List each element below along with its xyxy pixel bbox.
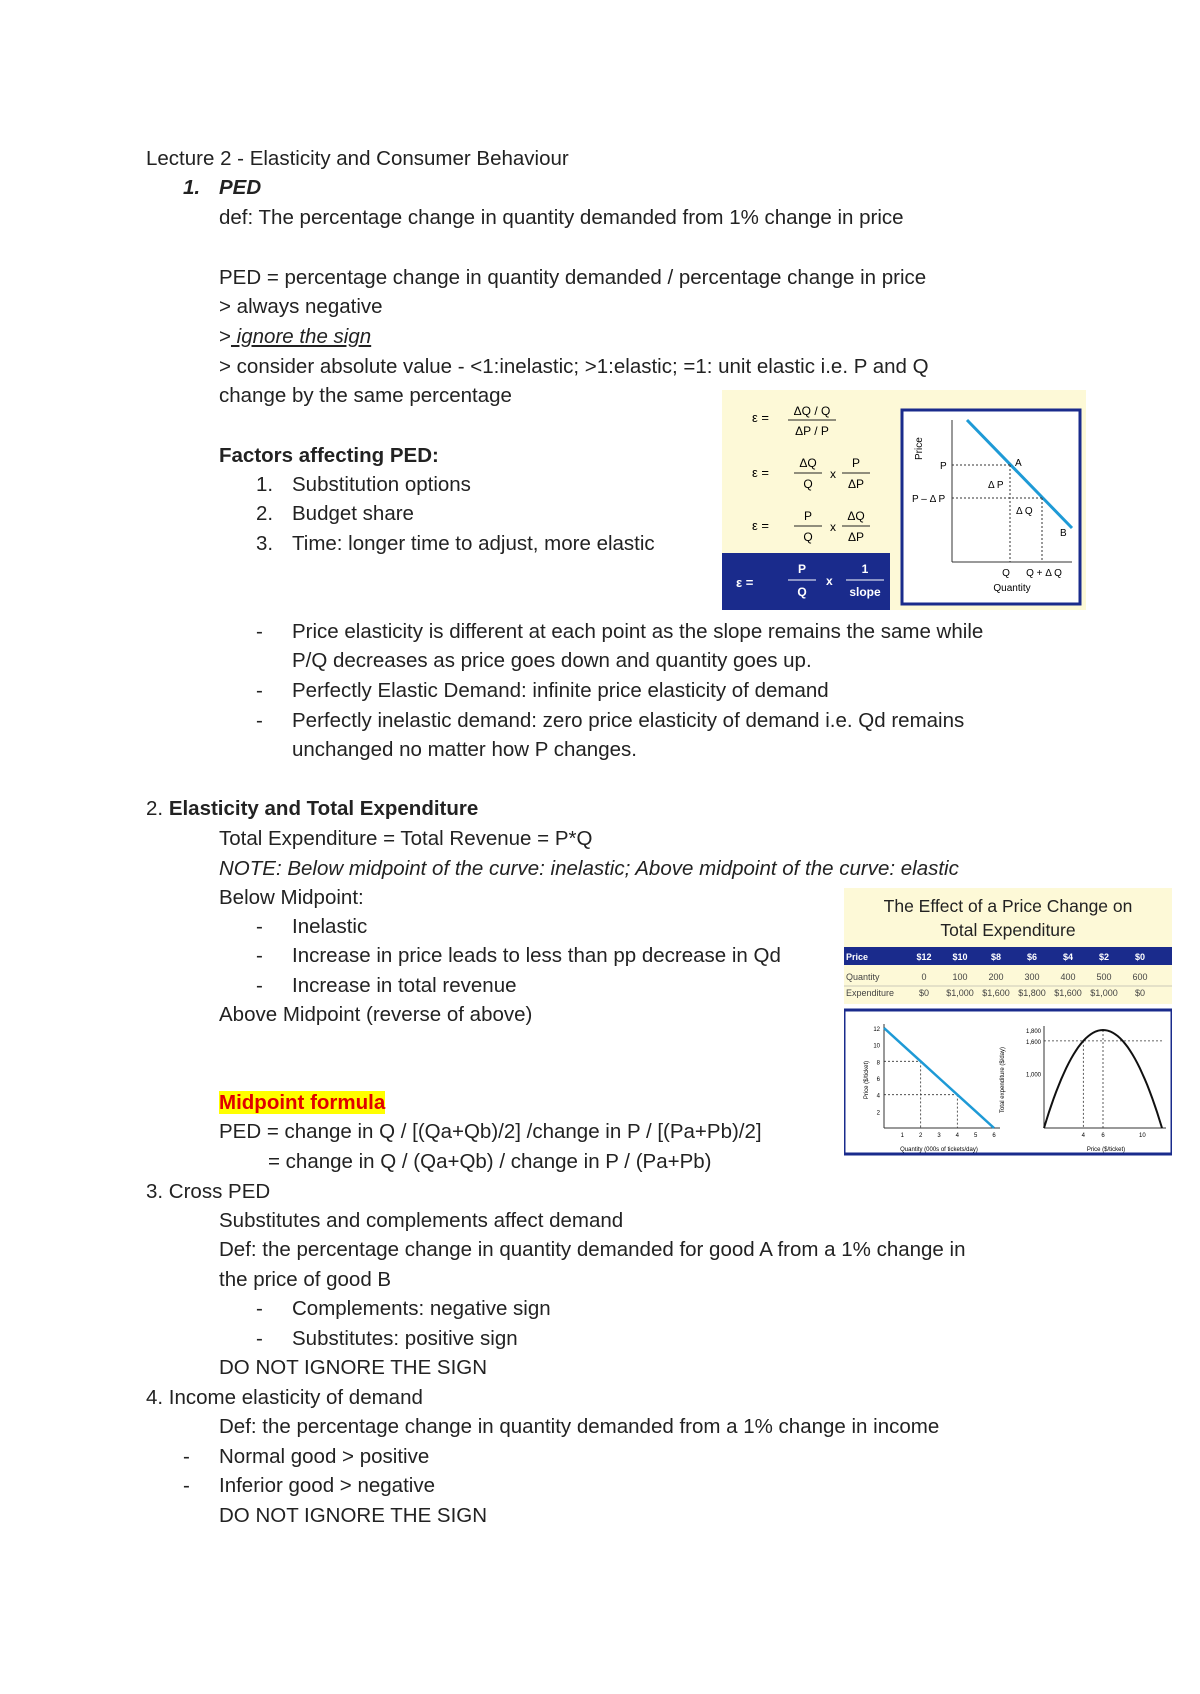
table-cell: 500 bbox=[1096, 972, 1112, 982]
cross-ped-warning: DO NOT IGNORE THE SIGN bbox=[219, 1356, 488, 1379]
bullet-dash: - bbox=[256, 1327, 263, 1350]
table-cell: $4 bbox=[1062, 952, 1074, 962]
factor-num-1: 1. bbox=[256, 473, 274, 496]
left-x-tick: 4 bbox=[955, 1133, 960, 1139]
bullet-dash: - bbox=[256, 915, 263, 938]
left-y-tick: 8 bbox=[876, 1060, 880, 1067]
income-elasticity-def: Def: the percentage change in quantity demanded from a 1% change in income bbox=[219, 1415, 940, 1438]
dp-denominator: ΔP bbox=[847, 477, 865, 491]
left-x-tick: 1 bbox=[900, 1133, 905, 1139]
dq-numerator: ΔQ bbox=[799, 456, 817, 470]
left-x-tick: 5 bbox=[973, 1133, 978, 1139]
ped-point-absolute-2: change by the same percentage bbox=[219, 384, 512, 407]
ped-point-absolute-1: > consider absolute value - <1:inelastic; >1:elastic; =1: unit elastic i.e. P and Q bbox=[219, 355, 929, 378]
q2-tick: Q + Δ Q bbox=[1026, 568, 1062, 579]
q1-tick: Q bbox=[1002, 568, 1010, 579]
below-item-3: Increase in total revenue bbox=[292, 974, 517, 997]
eps-label: ε = bbox=[752, 410, 769, 425]
charts-frame bbox=[844, 1010, 1172, 1154]
point-p-minus-dp-label: P – Δ P bbox=[912, 494, 946, 505]
left-y-tick: 2 bbox=[876, 1110, 880, 1117]
table-cell: $1,000 bbox=[946, 988, 974, 998]
ped-point-negative: > always negative bbox=[219, 295, 383, 318]
table-cell: $1,600 bbox=[1054, 988, 1082, 998]
delta-q-label: Δ Q bbox=[1016, 506, 1033, 517]
price-axis-label: Price bbox=[914, 437, 925, 460]
p-numerator: P bbox=[851, 456, 861, 470]
right-x-label: Price ($/ticket) bbox=[1086, 1147, 1126, 1153]
bullet-dash: - bbox=[256, 620, 263, 643]
table-row-label: Price bbox=[846, 952, 869, 962]
dq-numerator: ΔQ bbox=[847, 509, 865, 523]
left-y-tick: 12 bbox=[873, 1027, 880, 1033]
ped-point-gt: > bbox=[219, 325, 231, 348]
table-cell: $8 bbox=[990, 952, 1002, 962]
table-cell: 200 bbox=[988, 972, 1004, 982]
substitutes-item: Substitutes: positive sign bbox=[292, 1327, 518, 1350]
table-cell: $1,000 bbox=[1090, 988, 1118, 998]
times-sign: x bbox=[826, 574, 833, 588]
inferior-good-item: Inferior good > negative bbox=[219, 1474, 435, 1497]
left-x-tick: 3 bbox=[937, 1133, 941, 1139]
bullet-perfectly-inelastic-1: Perfectly inelastic demand: zero price elasticity of demand i.e. Qd remains bbox=[292, 709, 965, 732]
total-expenditure-formula: Total Expenditure = Total Revenue = P*Q bbox=[219, 827, 593, 850]
section4-heading: 4. Income elasticity of demand bbox=[146, 1386, 423, 1409]
q-denominator: Q bbox=[803, 477, 813, 491]
total-expenditure-figure bbox=[844, 888, 1172, 1156]
right-y-tick: 1,000 bbox=[1025, 1072, 1041, 1079]
table-cell: 300 bbox=[1024, 972, 1040, 982]
p-numerator: P bbox=[797, 562, 807, 576]
bullet-perfectly-inelastic-2: unchanged no matter how P changes. bbox=[292, 738, 637, 761]
bullet-dash: - bbox=[256, 944, 263, 967]
table-cell: 100 bbox=[952, 972, 968, 982]
left-x-tick: 2 bbox=[918, 1133, 923, 1139]
eps-label: ε = bbox=[736, 575, 754, 590]
section1-heading: PED bbox=[219, 176, 262, 199]
factors-heading: Factors affecting PED: bbox=[219, 444, 439, 467]
left-y-tick: 6 bbox=[876, 1077, 880, 1083]
midpoint-note: NOTE: Below midpoint of the curve: inelastic; Above midpoint of the curve: elastic bbox=[219, 857, 959, 880]
left-y-tick: 4 bbox=[876, 1093, 880, 1100]
ped-formula: PED = percentage change in quantity demanded / percentage change in price bbox=[219, 266, 927, 289]
times-sign: x bbox=[830, 520, 836, 534]
section2-number: 2. bbox=[146, 797, 164, 820]
table-cell: $0 bbox=[1134, 988, 1146, 998]
dp-denominator: ΔP bbox=[847, 530, 865, 544]
cross-ped-def-2: the price of good B bbox=[219, 1268, 392, 1291]
left-y-tick: 10 bbox=[873, 1043, 880, 1050]
dp-over-p: ΔP / P bbox=[795, 424, 829, 438]
factor-num-3: 3. bbox=[256, 532, 274, 555]
table-cell: $0 bbox=[1134, 952, 1146, 962]
eps-label: ε = bbox=[752, 465, 769, 480]
one-numerator: 1 bbox=[861, 562, 869, 576]
bullet-dash: - bbox=[256, 974, 263, 997]
table-cell: $6 bbox=[1026, 952, 1038, 962]
delta-p-label: Δ P bbox=[988, 480, 1004, 491]
midpoint-formula-1: PED = change in Q / [(Qa+Qb)/2] /change in P / [(Pa+Pb)/2] bbox=[219, 1120, 762, 1143]
bullet-dash: - bbox=[183, 1474, 190, 1497]
bullet-dash: - bbox=[256, 709, 263, 732]
cross-ped-def-1: Def: the percentage change in quantity demanded for good A from a 1% change in bbox=[219, 1238, 966, 1261]
complements-item: Complements: negative sign bbox=[292, 1297, 551, 1320]
bullet-slope-1: Price elasticity is different at each point as the slope remains the same while bbox=[292, 620, 984, 643]
times-sign: x bbox=[830, 467, 836, 481]
normal-good-item: Normal good > positive bbox=[219, 1445, 430, 1468]
right-y-tick: 1,600 bbox=[1025, 1039, 1041, 1046]
slope-denominator: slope bbox=[849, 585, 881, 599]
table-cell: $1,800 bbox=[1018, 988, 1046, 998]
table-cell: 400 bbox=[1060, 972, 1076, 982]
point-a-label: A bbox=[1015, 458, 1022, 469]
dq-over-q: ΔQ / Q bbox=[793, 404, 831, 418]
bullet-perfectly-elastic: Perfectly Elastic Demand: infinite price elasticity of demand bbox=[292, 679, 829, 702]
right-x-tick: 10 bbox=[1138, 1133, 1146, 1139]
right-x-tick: 4 bbox=[1081, 1133, 1086, 1139]
bullet-dash: - bbox=[256, 679, 263, 702]
elasticity-formula-figure bbox=[722, 390, 1086, 610]
table-row-label: Expenditure bbox=[846, 988, 895, 998]
q-denominator: Q bbox=[803, 530, 813, 544]
below-item-1: Inelastic bbox=[292, 915, 368, 938]
left-y-label: Price ($/ticket) bbox=[864, 1060, 870, 1100]
point-b-label: B bbox=[1060, 528, 1067, 539]
q-denominator: Q bbox=[797, 585, 807, 599]
table-cell: $0 bbox=[918, 988, 930, 998]
page-title: Lecture 2 - Elasticity and Consumer Behaviour bbox=[146, 147, 569, 170]
ignore-sign-text: ignore the sign bbox=[230, 325, 372, 348]
section2-heading-line bbox=[146, 797, 478, 821]
figure-title-line-1: The Effect of a Price Change on bbox=[883, 896, 1133, 916]
factor-2: Budget share bbox=[292, 502, 414, 525]
bullet-dash: - bbox=[256, 1297, 263, 1320]
cross-ped-line-1: Substitutes and complements affect demand bbox=[219, 1209, 624, 1232]
left-x-tick: 6 bbox=[992, 1133, 996, 1139]
midpoint-formula-2: = change in Q / (Qa+Qb) / change in P / (Pa+Pb) bbox=[268, 1150, 712, 1173]
above-midpoint: Above Midpoint (reverse of above) bbox=[219, 1003, 533, 1026]
section3-heading: 3. Cross PED bbox=[146, 1180, 271, 1203]
table-cell: $1,600 bbox=[982, 988, 1010, 998]
quantity-axis-label: Quantity bbox=[993, 583, 1031, 594]
table-cell: $12 bbox=[916, 952, 932, 962]
left-x-label: Quantity (000s of tickets/day) bbox=[900, 1147, 978, 1153]
right-y-label: Total expenditure ($/day) bbox=[1000, 1046, 1006, 1114]
bullet-dash: - bbox=[183, 1445, 190, 1468]
p-numerator: P bbox=[803, 509, 813, 523]
table-cell: 0 bbox=[921, 972, 927, 982]
table-cell: $10 bbox=[952, 952, 968, 962]
table-cell: 600 bbox=[1132, 972, 1148, 982]
eps-label: ε = bbox=[752, 518, 769, 533]
table-row-label: Quantity bbox=[846, 972, 880, 982]
below-midpoint-heading: Below Midpoint: bbox=[219, 886, 364, 909]
section1-number: 1. bbox=[183, 176, 201, 199]
right-x-tick: 6 bbox=[1101, 1133, 1105, 1139]
ped-definition: def: The percentage change in quantity demanded from 1% change in price bbox=[219, 206, 904, 229]
bullet-slope-2: P/Q decreases as price goes down and quantity goes up. bbox=[292, 649, 812, 672]
figure-title-line-2: Total Expenditure bbox=[940, 920, 1076, 940]
point-p-label: P bbox=[940, 461, 947, 472]
midpoint-formula-heading: Midpoint formula bbox=[219, 1091, 386, 1114]
price-row-band bbox=[844, 947, 1172, 965]
below-item-2: Increase in price leads to less than pp decrease in Qd bbox=[292, 944, 781, 967]
factor-num-2: 2. bbox=[256, 502, 274, 525]
section2-heading: Elasticity and Total Expenditure bbox=[168, 797, 479, 820]
right-y-tick: 1,800 bbox=[1025, 1029, 1041, 1035]
income-elasticity-warning: DO NOT IGNORE THE SIGN bbox=[219, 1504, 488, 1527]
factor-1: Substitution options bbox=[292, 473, 471, 496]
factor-3: Time: longer time to adjust, more elastic bbox=[292, 532, 655, 555]
ped-point-ignore-sign bbox=[219, 325, 371, 349]
table-cell: $2 bbox=[1098, 952, 1110, 962]
